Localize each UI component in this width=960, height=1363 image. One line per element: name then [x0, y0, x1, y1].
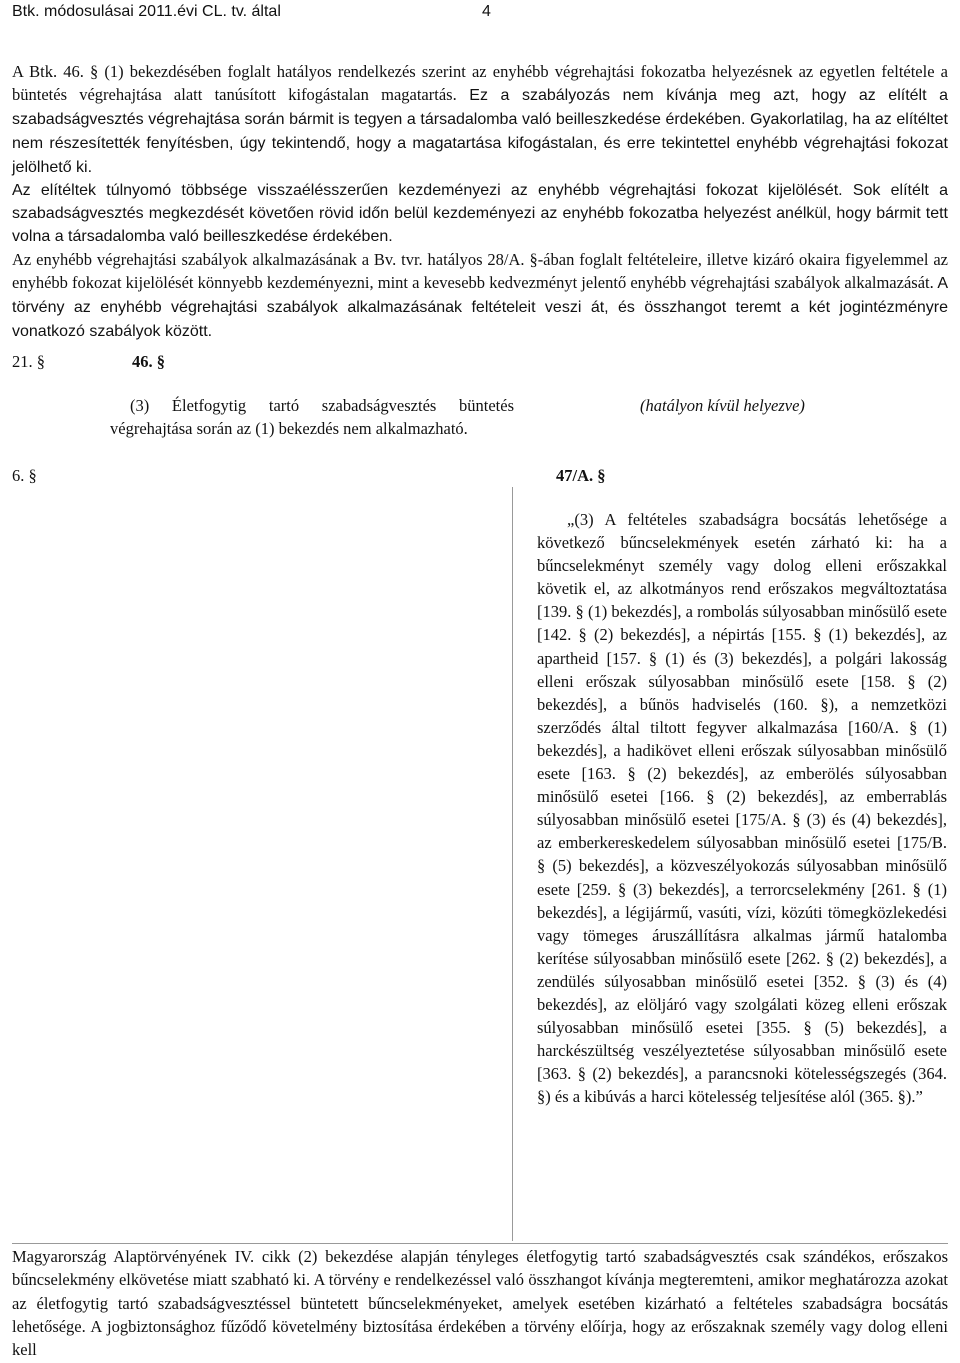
old-provision-paragraph: (3) Életfogytig tartó szabadságvesztés büntetés végrehajtása során az (1) bekezdés nem alkalmazható.	[110, 396, 514, 438]
paragraph-1-part-a: A Btk. 46. § (1) bekezdésében foglalt hatályos rendelkezés szerint az enyhébb végrehajtási fokozatba helyezésnek az egyetlen feltétele a büntetés végrehajtása alatt tanúsított kifogástalan magatartás.	[12, 62, 948, 104]
repeal-status: (hatályon kívül helyezve)	[640, 396, 805, 415]
new-provision-text: „(3) A feltételes szabadságra bocsátás lehetősége a következő bűncselekmények esetén zárható ki: ha a bűncselekményt személy vagy dolog elleni erőszakkal követik el, az alkotmányos rend erőszakos megváltoztatása [139. § (1) bekezdés], a rombolás súlyosabban minősülő esete [142. § (2) bekezdés], a népirtás [155. § (1) bekezdés], az apartheid [157. § (1) és (3) bekezdés], a polgári lakosság elleni erőszak súlyosabban minősülő esete [158. § (2) bekezdés], a bűnös hadviselés (160. §), a nemzetközi szerződés által tiltott fegyver alkalmazása [160/A. § (1) bekezdés], a hadikövet elleni erőszak súlyosabban minősülő esete [163. § (2) bekezdés], az emberölés súlyosabban minősülő esetei [166. § (2) bekezdés], az emberrablás súlyosabban minősülő esetei [175/A. § (3) és (4) bekezdés], az emberkereskedelem súlyosabban minősülő esetei [175/B. § (5) bekezdés], a közveszélyokozás súlyosabban minősülő esete [259. § (3) bekezdés], a terrorcselekmény [261. § (1) bekezdés], a légijármű, vasúti, vízi, közúti tömegközlekedési vagy tömeges áruszállításra alkalmas jármű hatalomba kerítése súlyosabban minősülő esete [262. § (2) bekezdés], a zendülés súlyosabban minősülő esetei [352. § (3) és (4) bekezdés], az elöljáró vagy szolgálati közeg elleni erőszak súlyosabban minősülő esetei [355. § (5) bekezdés], a harckészültség veszélyeztetése súlyosabban minősülő esete [363. § (2) bekezdés], a parancsnoki kötelességszegés (364. §) és a kibúvás a harci kötelesség teljesítése alól (365. §).”	[537, 510, 947, 1107]
table-divider	[12, 1243, 948, 1244]
old-provision-text	[110, 394, 514, 440]
amendment-row-6	[12, 464, 948, 488]
paragraph-1	[12, 60, 948, 179]
bottom-justification	[12, 1245, 948, 1361]
page-number: 4	[482, 3, 491, 20]
amendment-number: 21. §	[12, 352, 45, 371]
page-header	[0, 0, 960, 28]
amendment-number: 6. §	[12, 466, 37, 485]
bottom-paragraph: Magyarország Alaptörvényének IV. cikk (2) bekezdése alapján tényleges életfogytig tartó szabadságvesztés csak szándékos, erőszakos bűncselekmény elkövetése miatt szabható ki. A törvény e rendelkezéssel való összhangot kívánja megteremteni, amikor meghatározza azokat az életfogytig tartó szabadságvesztéssel büntetett bűncselekményeket, amelyek esetében kizárható a feltételes szabadságra bocsátás lehetősége. A jogbiztonsághoz fűződő követelmény biztosítása érdekében a törvény előírja, hogy az erőszaknak személy vagy dolog elleni kell	[12, 1247, 948, 1360]
paragraph-2: Az elítéltek túlnyomó többsége visszaélésszerűen kezdeményezi az enyhébb végrehajtási fokozat kijelölését. Sok elítélt a szabadságvesztés megkezdését követően rövid időn belül kezdeményezi az enyhébb fokozatba helyezést anélkül, hogy bármit tett volna a társadalomba való beilleszkedése érdekében.	[12, 182, 948, 245]
column-divider	[512, 487, 513, 1241]
paragraph-3	[12, 248, 948, 343]
paragraph-3-part-a: Az enyhébb végrehajtási szabályok alkalmazásának a Bv. tvr. hatályos 28/A. §-ában foglalt feltételeire, illetve kizáró okaira figyelemmel az enyhébb fokozat kijelölését könnyebb kezdeményezni, mint a kevesebb kedvezményt jelentő enyhébb végrehajtási szabályok alkalmazását.	[12, 250, 948, 292]
section-heading: 47/A. §	[556, 466, 606, 485]
paragraph-3-part-b: A törvény az enyhébb végrehajtási szabályok alkalmazásának feltételeit veszi át, és összhangot teremt a két jogintézményre vonatkozó szabályok között.	[12, 275, 949, 340]
justification-text	[12, 60, 948, 343]
amendment-row-21	[12, 350, 948, 374]
new-provision-column	[537, 508, 947, 1108]
paragraph-1-part-b: Ez a szabályozás nem kívánja meg azt, hogy az elítélt a szabadságvesztés végrehajtása során bármit is tegyen a társadalomba való beilleszkedése érdekében. Gyakorlatilag, ha az elítéltet nem részesítették fenyítésben, úgy tekintendő, hogy a magatartása kifogástalan, és erre tekintettel enyhébb végrehajtási fokozat jelölhető ki.	[12, 87, 948, 176]
document-title: Btk. módosulásai 2011.évi CL. tv. által	[12, 3, 281, 20]
section-heading: 46. §	[132, 352, 165, 371]
